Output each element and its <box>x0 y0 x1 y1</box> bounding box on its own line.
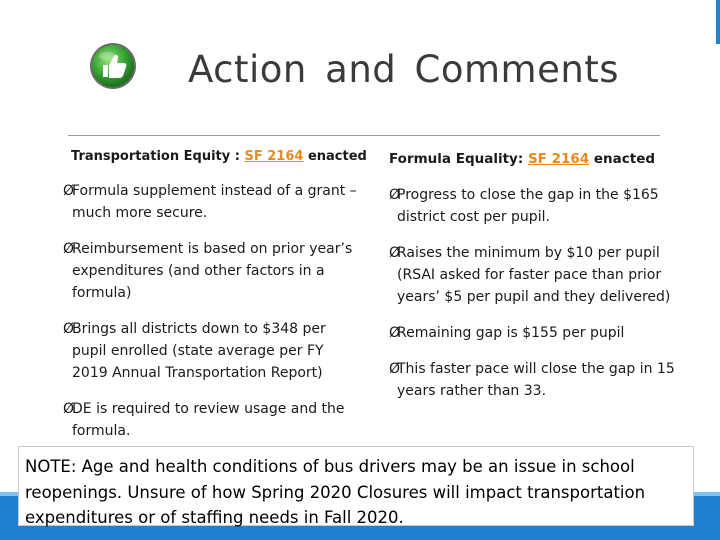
right-heading <box>389 148 689 170</box>
list-item <box>389 322 689 344</box>
left-heading-prefix: Transportation Equity : <box>71 149 245 164</box>
list-item <box>63 180 363 224</box>
list-item <box>389 358 689 402</box>
list-item <box>63 318 363 384</box>
list-item-text: Reimbursement is based on prior year’s expenditures (and other factors in a formula) <box>72 241 353 301</box>
left-heading-suffix: enacted <box>303 149 367 164</box>
arrow-bullet-icon: Ø <box>63 321 75 337</box>
list-item-text: This faster pace will close the gap in 15 years rather than 33. <box>397 361 675 399</box>
arrow-bullet-icon: Ø <box>389 245 401 261</box>
list-item <box>389 242 689 308</box>
right-heading-prefix: Formula Equality: <box>389 151 528 167</box>
page-title: Action and Comments <box>188 48 620 91</box>
right-column <box>389 148 689 402</box>
list-item <box>63 238 363 304</box>
left-column <box>63 146 367 442</box>
list-item-text: Progress to close the gap in the $165 district cost per pupil. <box>397 187 659 225</box>
arrow-bullet-icon: Ø <box>389 187 401 203</box>
arrow-bullet-icon: Ø <box>389 325 401 341</box>
list-item-text: Raises the minimum by $10 per pupil (RSAI asked for faster pace than prior years’ $5 per pupil and they delivered) <box>397 245 671 305</box>
arrow-bullet-icon: Ø <box>389 361 401 377</box>
side-accent <box>716 0 720 44</box>
right-bill-link[interactable]: SF 2164 <box>527 151 590 167</box>
list-item-text: Remaining gap is $155 per pupil <box>397 325 625 341</box>
list-item <box>63 398 363 442</box>
list-item <box>389 184 689 228</box>
thumbs-up-icon <box>88 41 138 91</box>
arrow-bullet-icon: Ø <box>63 401 75 417</box>
list-item-text: Brings all districts down to $348 per pupil enrolled (state average per FY 2019 Annual Transportation Report) <box>72 321 326 381</box>
note-box: NOTE: Age and health conditions of bus drivers may be an issue in school reopenings. Unsure of how Spring 2020 Closures will impact transportation expenditures or of staffing needs in Fall 2020. <box>18 446 694 526</box>
arrow-bullet-icon: Ø <box>63 241 75 257</box>
left-bill-link[interactable]: SF 2164 <box>244 149 304 164</box>
arrow-bullet-icon: Ø <box>63 183 75 199</box>
list-item-text: Formula supplement instead of a grant – much more secure. <box>72 183 357 221</box>
right-heading-suffix: enacted <box>589 151 656 167</box>
title-divider <box>68 135 660 136</box>
left-heading <box>71 146 367 168</box>
list-item-text: DE is required to review usage and the formula. <box>72 401 345 439</box>
